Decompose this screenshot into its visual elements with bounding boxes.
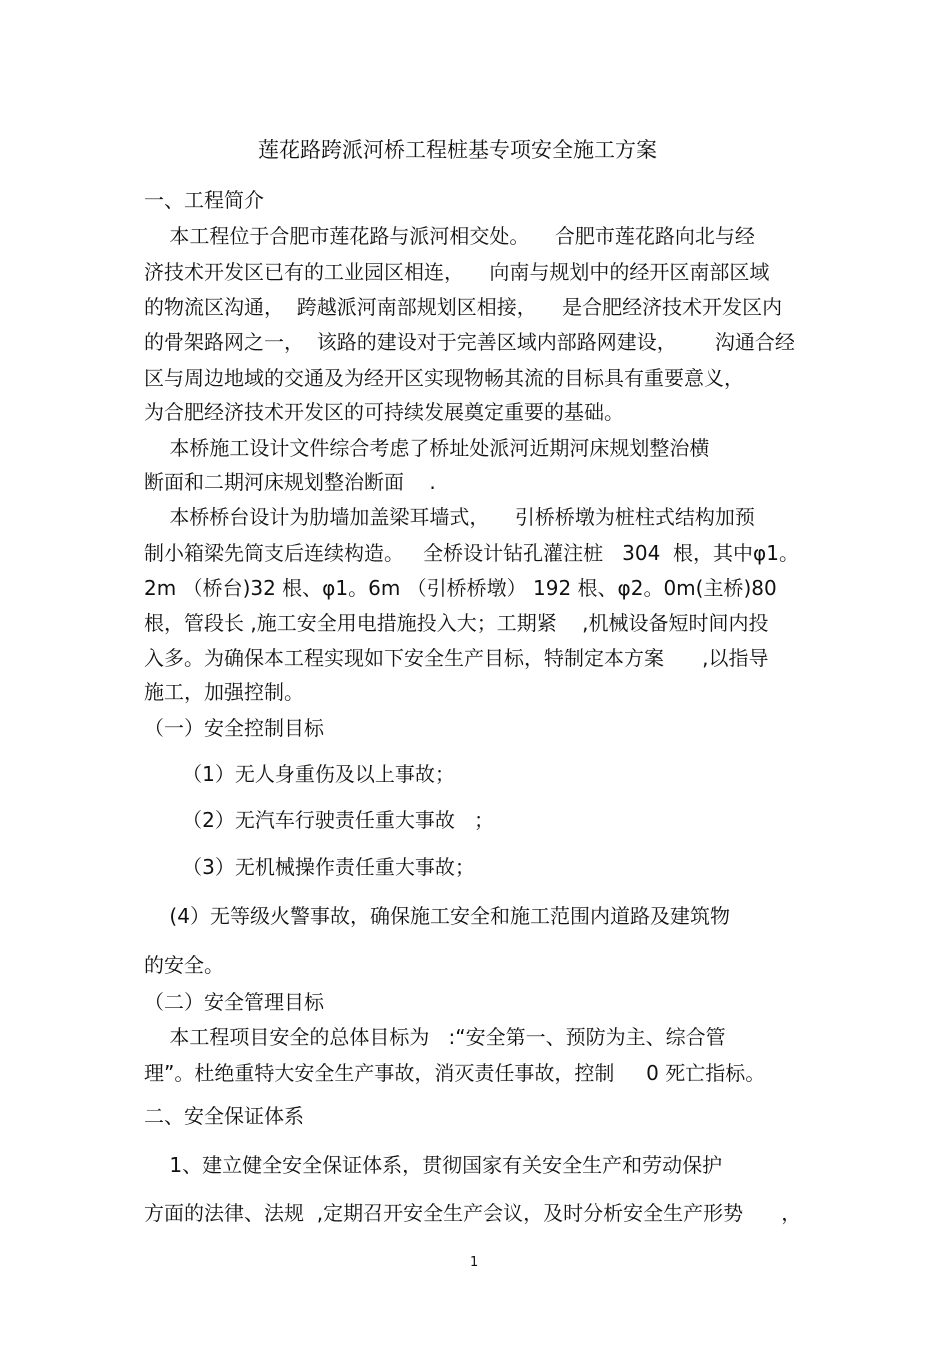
paragraph-line: 制小箱梁先筒支后连续构造。 全桥设计钻孔灌注桩 304 根，其中φ1。	[144, 541, 799, 565]
paragraph-line: 本桥桥台设计为肋墙加盖梁耳墙式， 引桥桥墩为桩柱式结构加预	[144, 505, 755, 529]
section-heading-2: 二、安全保证体系	[144, 1104, 304, 1128]
list-item: （2）无汽车行驶责任重大事故 ；	[144, 808, 494, 832]
paragraph-line: 根，管段长 ,施工安全用电措施投入大；工期紧 ,机械设备短时间内投	[144, 611, 769, 635]
paragraph-line: 入多。为确保本工程实现如下安全生产目标，特制定本方案 ,以指导	[144, 646, 769, 670]
paragraph-line: 的骨架路网之一， 该路的建设对于完善区域内部路网建设， 沟通合经	[144, 330, 795, 354]
subsection-heading: （二）安全管理目标	[144, 990, 324, 1014]
paragraph-line: 方面的法律、法规 ,定期召开安全生产会议，及时分析安全生产形势 ，	[144, 1201, 802, 1225]
paragraph-line: 为合肥经济技术开发区的可持续发展奠定重要的基础。	[144, 400, 624, 424]
paragraph-line: 本桥施工设计文件综合考虑了桥址处派河近期河床规划整治横	[144, 436, 710, 460]
list-item: （3）无机械操作责任重大事故；	[144, 855, 475, 879]
paragraph-line: 区与周边地域的交通及为经开区实现物畅其流的目标具有重要意义，	[144, 366, 744, 390]
paragraph-line: 的安全。	[144, 953, 224, 977]
paragraph-line: 本工程项目安全的总体目标为 :“安全第一、预防为主、综合管	[144, 1025, 726, 1049]
paragraph-line: 理”。杜绝重特大安全生产事故，消灭责任事故，控制 0 死亡指标。	[144, 1061, 766, 1085]
section-heading-1: 一、工程简介	[144, 188, 264, 212]
list-item: (4）无等级火警事故，确保施工安全和施工范围内道路及建筑物	[144, 904, 730, 928]
document-title: 莲花路跨派河桥工程桩基专项安全施工方案	[258, 138, 657, 162]
paragraph-line: 2m （桥台)32 根、φ1。6m （引桥桥墩） 192 根、φ2。0m(主桥)80	[144, 576, 777, 600]
page-number: 1	[470, 1255, 479, 1270]
paragraph-line: 断面和二期河床规划整治断面 .	[144, 470, 436, 494]
paragraph-line: 本工程位于合肥市莲花路与派河相交处。 合肥市莲花路向北与经	[144, 224, 755, 248]
subsection-heading: （一）安全控制目标	[144, 716, 324, 740]
paragraph-line: 施工，加强控制。	[144, 680, 304, 704]
paragraph-line: 1、建立健全安全保证体系，贯彻国家有关安全生产和劳动保护	[144, 1153, 723, 1177]
paragraph-line: 的物流区沟通， 跨越派河南部规划区相接， 是合肥经济技术开发区内	[144, 295, 783, 319]
list-item: （1）无人身重伤及以上事故；	[144, 762, 455, 786]
paragraph-line: 济技术开发区已有的工业园区相连， 向南与规划中的经开区南部区域	[144, 260, 770, 284]
